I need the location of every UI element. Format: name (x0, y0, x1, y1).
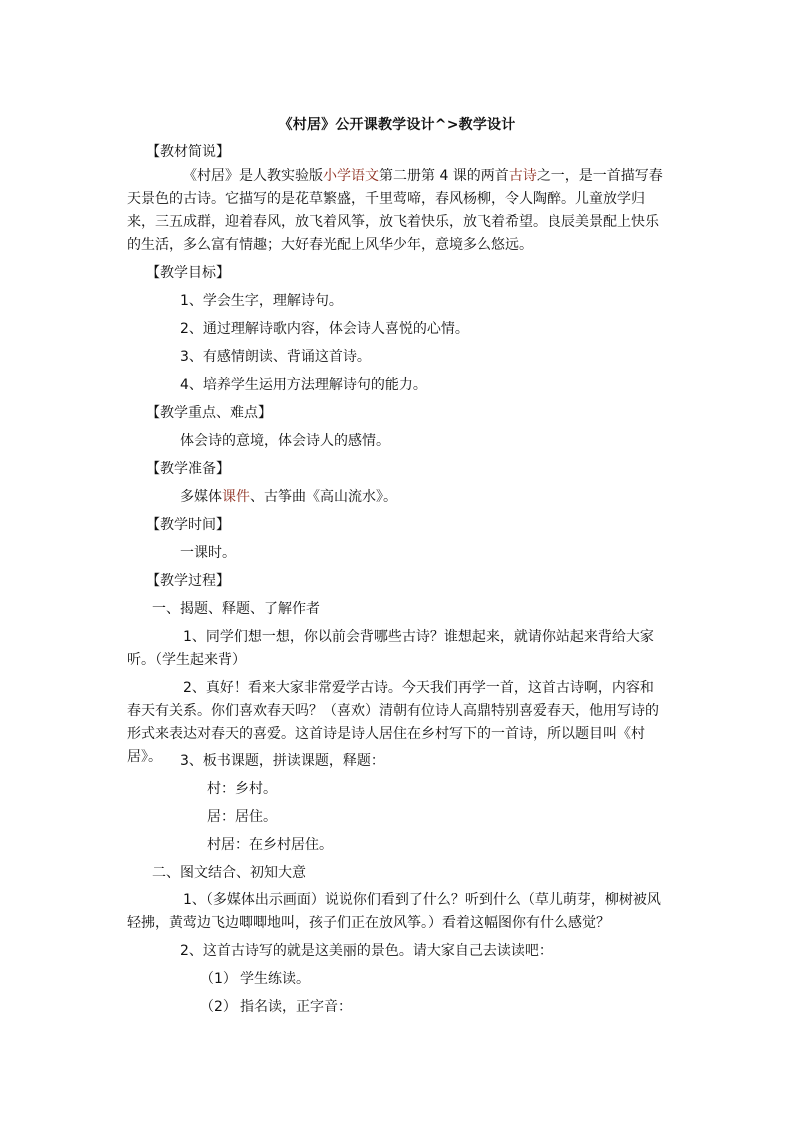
link-ancient-poem[interactable]: 古诗 (508, 168, 537, 184)
preparation-text-a: 多媒体 (180, 489, 222, 505)
goal-item: 4、培养学生运用方法理解诗句的能力。 (180, 377, 427, 393)
document-title: 《村居》公开课教学设计^>教学设计 (278, 117, 516, 133)
preparation-text (180, 488, 397, 506)
section-heading-goals: 【教学目标】 (146, 265, 230, 281)
process-paragraph-1 (127, 626, 667, 672)
sub-item-named-reading (200, 998, 352, 1016)
goal-item: 2、通过理解诗歌内容，体会诗人喜悦的心情。 (180, 321, 469, 337)
link-primary-chinese[interactable]: 小学语文 (323, 168, 379, 184)
key-points-text: 体会诗的意境，体会诗人的感情。 (180, 433, 390, 449)
process-part-1-heading: 一、揭题、释题、了解作者 (152, 601, 320, 617)
intro-text-c: 之一，是一首描写春天景色的古诗。它描写的是花草繁盛，千里莺啼，春风杨柳，令人陶醉。儿童放学归来，三五成群，迎着春风，放飞着风筝，放飞着快乐，放飞着希望。良辰美景配上快乐的生活，多么富有情趣；大好春光配上风华少年，意境多么悠远。 (127, 168, 663, 253)
section-heading-key-points: 【教学重点、难点】 (146, 405, 272, 421)
process-paragraph-3: 3、板书课题，拼读课题，释题： (180, 753, 385, 769)
section-heading-preparation: 【教学准备】 (146, 461, 230, 477)
definition-village: 村：乡村。 (207, 781, 277, 797)
preparation-text-b: 、古筝曲《高山流水》。 (250, 489, 397, 505)
process-part-2-heading: 二、图文结合、初知大意 (152, 865, 306, 881)
sub-item-text: 学生练读。 (240, 971, 310, 987)
link-courseware[interactable]: 课件 (222, 489, 250, 505)
sub-item-practice (200, 970, 310, 988)
paragraph-textbook-intro (127, 165, 667, 257)
goal-item: 1、学会生字，理解诗句。 (180, 293, 343, 309)
process-paragraph-4-text: 1、（多媒体出示画面）说说你们看到了什么？听到什么（草儿萌芽，柳树被风轻拂，黄莺边飞边唧唧地叫，孩子们正在放风筝。）看着这幅图你有什么感觉？ (127, 892, 661, 931)
intro-text-b: 第二册第 4 课的两首 (379, 168, 509, 184)
goal-item: 3、有感情朗读、背诵这首诗。 (180, 349, 371, 365)
intro-text-a: 《村居》是人教实验版 (183, 168, 323, 184)
definition-dwell: 居：居住。 (207, 809, 277, 825)
process-paragraph-5: 2、这首古诗写的就是这美丽的景色。请大家自己去读读吧： (180, 943, 553, 959)
section-heading-textbook: 【教材简说】 (146, 144, 230, 160)
process-paragraph-4 (127, 889, 667, 935)
process-paragraph-2-text: 2、真好！看来大家非常爱学古诗。今天我们再学一首，这首古诗啊，内容和春天有关系。你们喜欢春天吗？（喜欢）清朝有位诗人高鼎特别喜爱春天，他用写诗的形式来表达对春天的喜爱。这首诗是诗人居住在乡村写下的一首诗，所以题目叫《村居》。 (127, 680, 659, 765)
time-text: 一课时。 (180, 545, 236, 561)
section-heading-time: 【教学时间】 (146, 517, 230, 533)
sub-item-number: （2） (200, 999, 237, 1015)
process-paragraph-1-text: 1、同学们想一想，你以前会背哪些古诗？谁想起来，就请你站起来背给大家听。（学生起来背） (127, 629, 654, 668)
section-heading-process: 【教学过程】 (146, 573, 230, 589)
sub-item-text: 指名读，正字音： (240, 999, 352, 1015)
sub-item-number: （1） (200, 971, 237, 987)
definition-village-dwelling: 村居：在乡村居住。 (207, 837, 333, 853)
